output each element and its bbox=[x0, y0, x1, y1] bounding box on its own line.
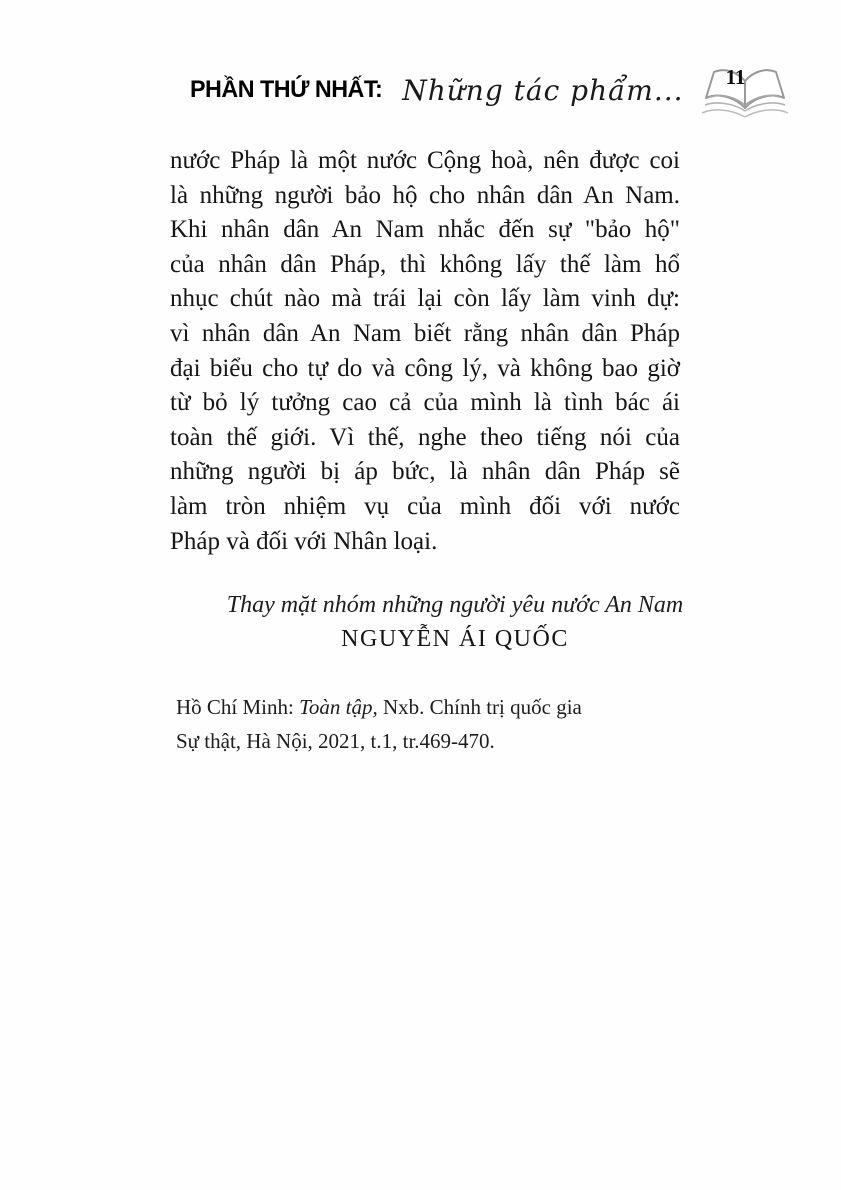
citation-work-title: Toàn tập, bbox=[299, 695, 378, 719]
signature-name: NGUYỄN ÁI QUỐC bbox=[341, 626, 569, 652]
body-line: đại biểu cho tự do và công lý, và không bao giờ bbox=[170, 354, 680, 382]
page-number: 11 bbox=[725, 65, 746, 89]
body-line: từ bỏ lý tưởng cao cả của mình là tình bác ái bbox=[170, 389, 680, 417]
citation-line-1 bbox=[176, 690, 696, 724]
section-label: PHẦN THỨ NHẤT: bbox=[190, 76, 383, 103]
signature-block bbox=[200, 592, 710, 653]
body-line: của nhân dân Pháp, thì không lấy thế làm hổ bbox=[170, 250, 680, 278]
citation-publisher: Nxb. Chính trị quốc gia bbox=[377, 695, 582, 719]
section-title: Những tác phẩm... bbox=[402, 73, 684, 107]
body-line: toàn thế giới. Vì thế, nghe theo tiếng nói của bbox=[170, 423, 680, 451]
body-line: Khi nhân dân An Nam nhắc đến sự "bảo hộ" bbox=[170, 216, 680, 244]
body-line: nước Pháp là một nước Cộng hoà, nên được coi bbox=[170, 147, 680, 174]
body-line: là những người bảo hộ cho nhân dân An Nam. bbox=[170, 181, 680, 209]
running-header bbox=[190, 62, 790, 118]
body-line: nhục chút nào mà trái lại còn lấy làm vinh dự: bbox=[170, 285, 680, 313]
body-paragraph bbox=[170, 144, 680, 559]
source-citation bbox=[176, 690, 696, 758]
body-line: Pháp và đối với Nhân loại. bbox=[170, 527, 438, 555]
signature-on-behalf: Thay mặt nhóm những người yêu nước An Nam bbox=[226, 592, 684, 618]
citation-line-2: Sự thật, Hà Nội, 2021, t.1, tr.469-470. bbox=[176, 729, 495, 753]
body-line: những người bị áp bức, là nhân dân Pháp sẽ bbox=[170, 458, 680, 486]
body-line: làm tròn nhiệm vụ của mình đối với nước bbox=[170, 492, 680, 520]
page-number-ornament bbox=[700, 61, 790, 119]
body-line: vì nhân dân An Nam biết rằng nhân dân Pháp bbox=[170, 319, 680, 347]
citation-author: Hồ Chí Minh: bbox=[176, 695, 300, 719]
